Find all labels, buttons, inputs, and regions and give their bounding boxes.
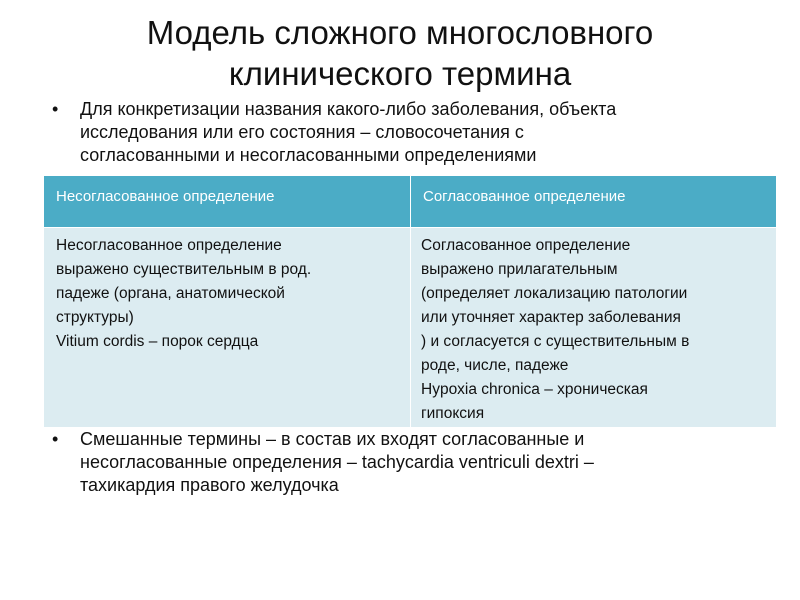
cell-line: Согласованное определение (421, 237, 631, 254)
bullet-item-specification (52, 98, 752, 167)
bullet-text (52, 428, 752, 497)
bullet-line: Смешанные термины – в состав их входят согласованные и (80, 429, 585, 449)
bullet-item-mixed-terms (52, 428, 752, 497)
cell-line: выражено существительным в род. (56, 261, 312, 278)
cell-line: гипоксия (421, 405, 485, 422)
bullet-line: Для конкретизации названия какого-либо заболевания, объекта (80, 99, 617, 119)
bullet-line: исследования или его состояния – словосочетания с (80, 122, 524, 142)
table-header-coordinated: Согласованное определение (411, 176, 777, 228)
table-header-uncoordinated: Несогласованное определение (44, 176, 411, 228)
table-header-row (44, 176, 777, 228)
table-cell-uncoordinated (44, 228, 411, 428)
cell-line: падеже (органа, анатомической (56, 285, 285, 302)
cell-line: или уточняет характер заболевания (421, 309, 681, 326)
bullet-line: тахикардия правого желудочка (80, 475, 339, 495)
bullet-text (52, 98, 752, 167)
cell-line: Vitium cordis – порок сердца (56, 333, 259, 350)
table-cell-coordinated (411, 228, 777, 428)
cell-line: Несогласованное определение (56, 237, 282, 254)
definitions-table (43, 175, 777, 427)
bullet-marker: • (52, 99, 59, 119)
cell-line: роде, числе, падеже (421, 357, 569, 374)
cell-line: ) и согласуется с существительным в (421, 333, 690, 350)
title-line-1: Модель сложного многословного (146, 14, 654, 51)
slide-title (0, 12, 800, 94)
table-row (44, 228, 777, 428)
cell-line: выражено прилагательным (421, 261, 618, 278)
cell-line: Hypoxia chronica – хроническая (421, 381, 648, 398)
bullet-line: несогласованные определения – tachycardia ventriculi dextri – (80, 452, 594, 472)
cell-line: структуры) (56, 309, 134, 326)
bullet-marker: • (52, 429, 59, 449)
bullet-line: согласованными и несогласованными определениями (80, 145, 537, 165)
title-line-2: клинического термина (228, 55, 572, 92)
cell-line: (определяет локализацию патологии (421, 285, 688, 302)
